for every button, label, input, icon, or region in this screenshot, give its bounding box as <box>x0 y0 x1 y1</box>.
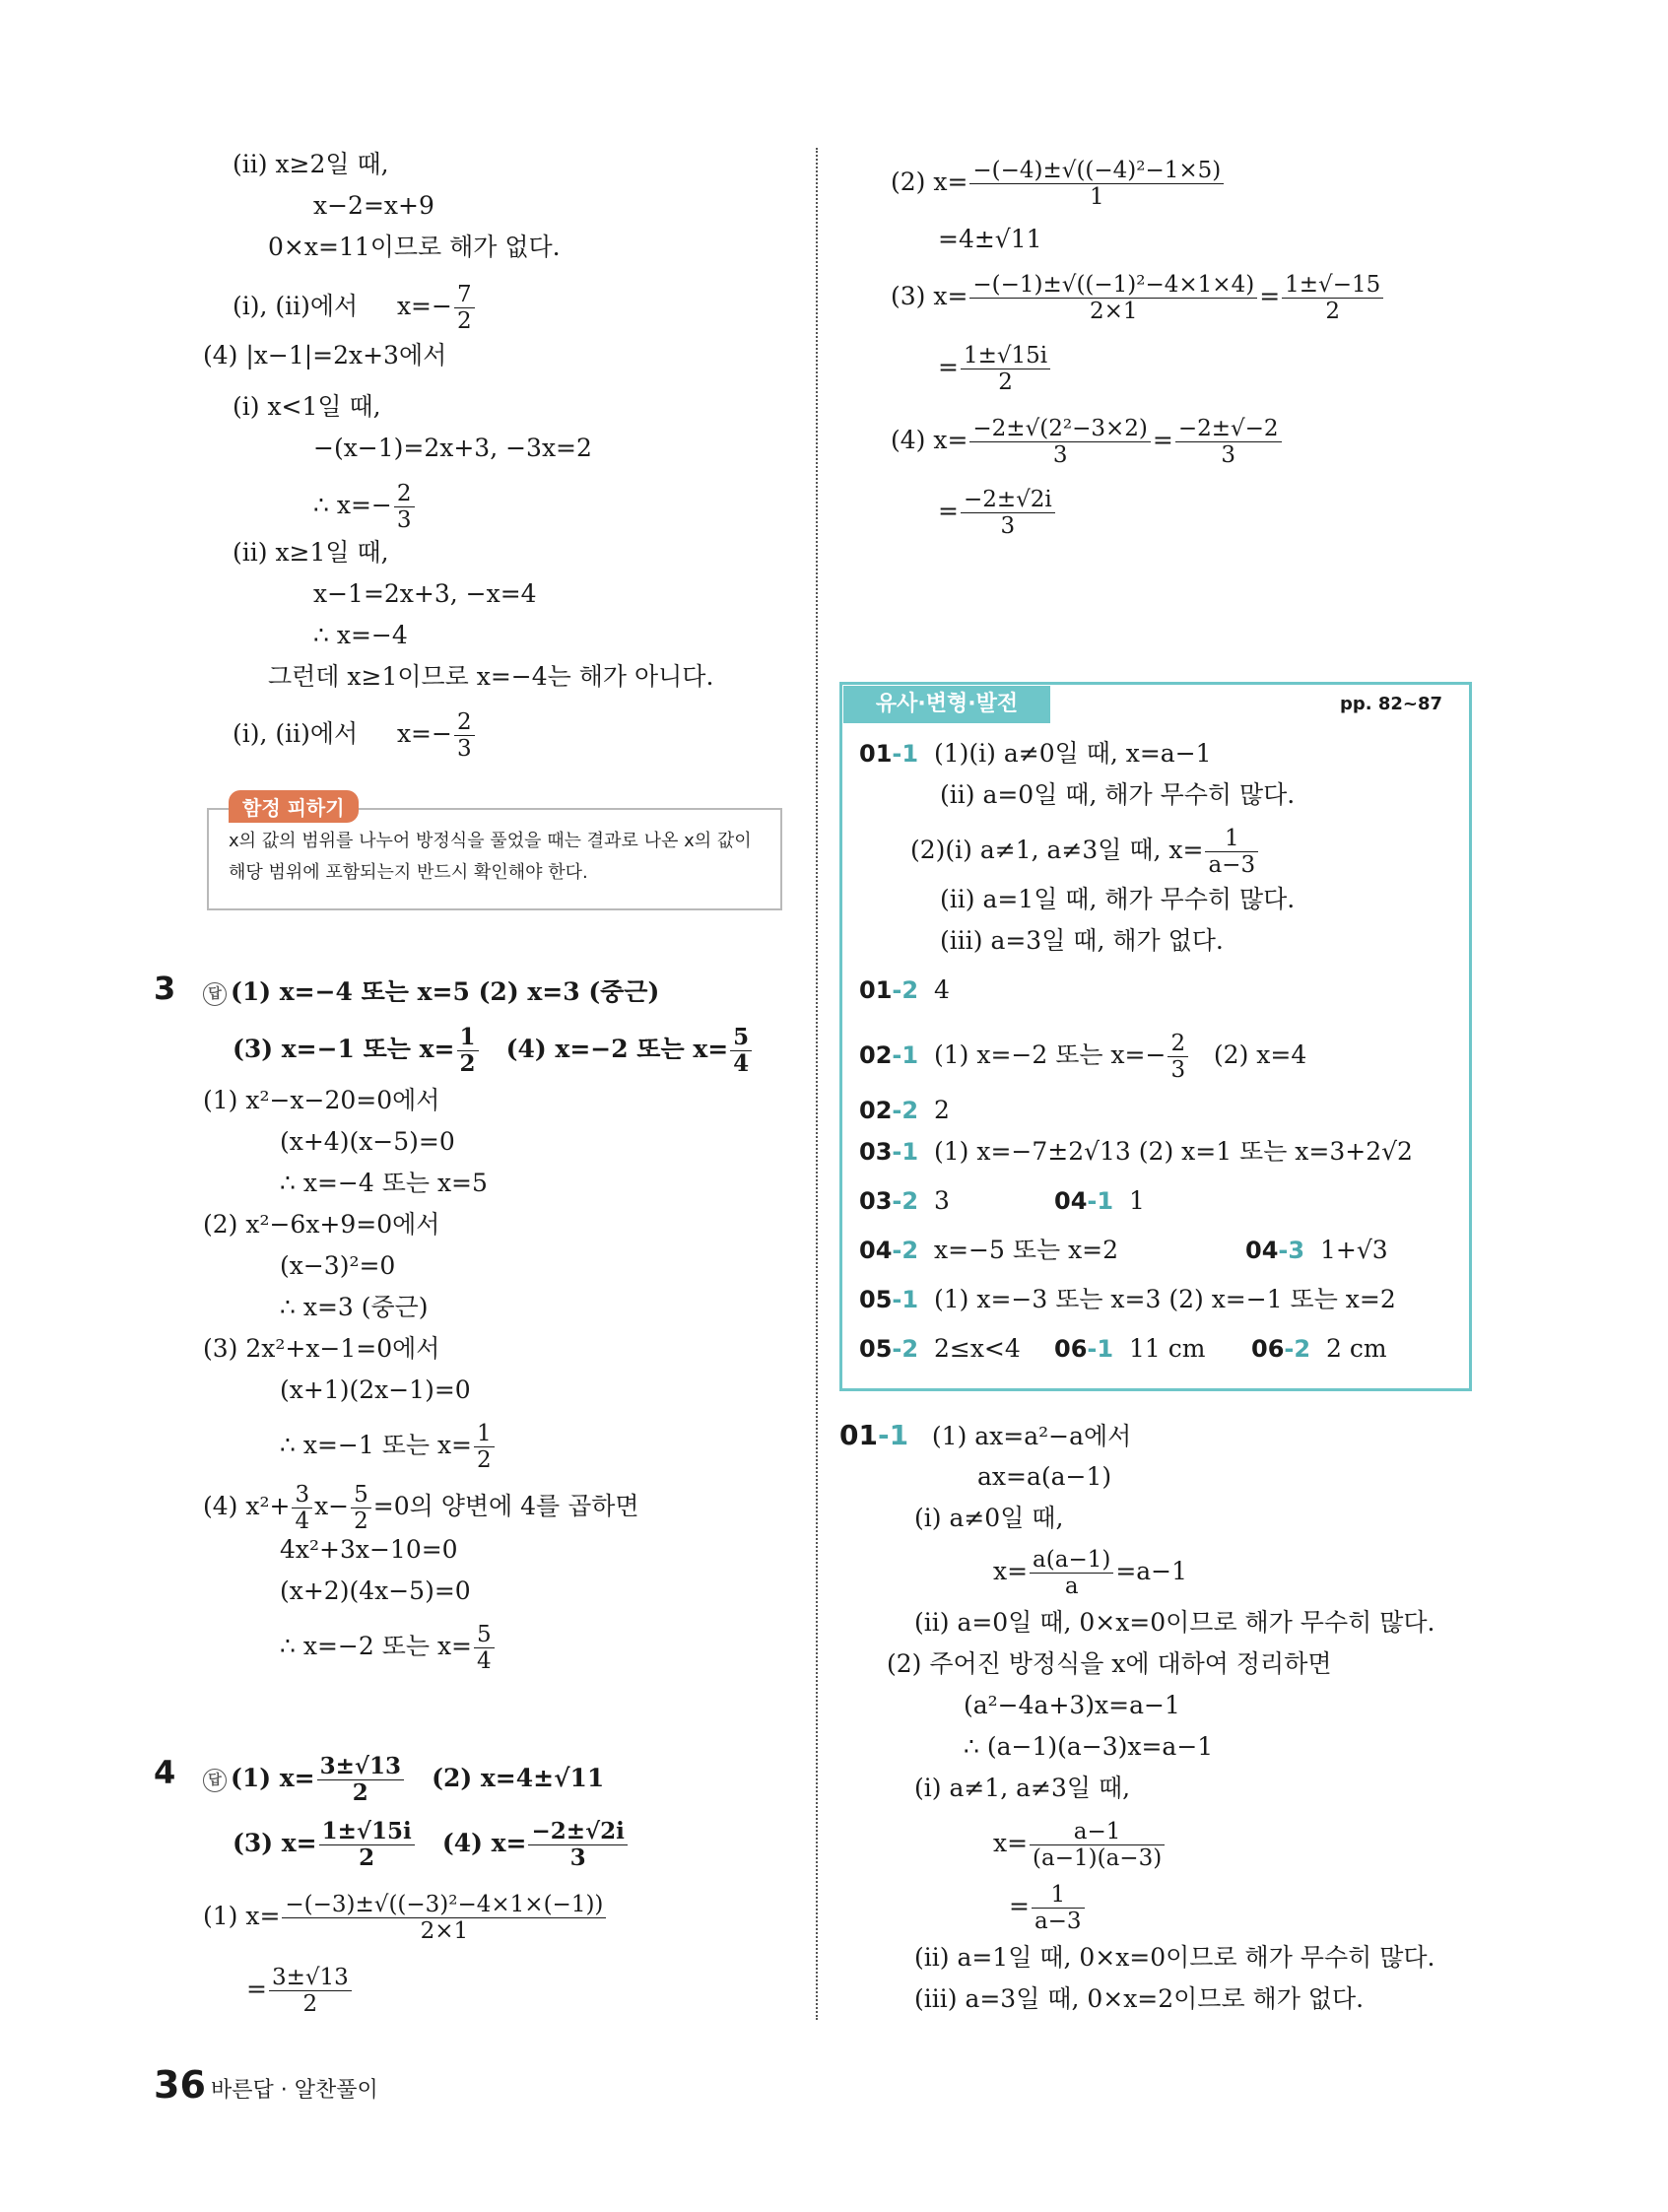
answer-row <box>859 973 950 1007</box>
answer-icon: 답 <box>203 982 227 1006</box>
line: ax=a(a−1) <box>977 1462 1112 1491</box>
text: x=−5 또는 x=2 <box>933 1236 1119 1264</box>
solution-head <box>839 1419 1131 1453</box>
line: (ⅲ) a=3일 때, 0×x=2이므로 해가 없다. <box>914 1984 1365 2013</box>
answer-row <box>859 1332 1021 1366</box>
fraction <box>317 1754 404 1806</box>
text: (1) x=−4 또는 x=5 (2) x=3 (중근) <box>231 977 660 1006</box>
line: (2) 주어진 방정식을 x에 대하여 정리하면 <box>887 1649 1332 1678</box>
numerator: 1 <box>1032 1882 1085 1909</box>
numerator: 3±√13 <box>317 1754 404 1780</box>
answer-row <box>1054 1184 1145 1218</box>
text: (3) x=−1 또는 x= <box>233 1035 455 1063</box>
line: (3) 2x²+x−1=0에서 <box>203 1334 440 1363</box>
line <box>1009 1882 1087 1934</box>
numerator: −(−3)±√((−3)²−4×1×(−1)) <box>282 1892 606 1918</box>
problem-code: 02-2 <box>859 1097 919 1124</box>
problem-code: 05-1 <box>859 1286 919 1313</box>
answer-row <box>859 1184 950 1218</box>
denominator: 2 <box>354 1508 368 1534</box>
problem-number: 4 <box>154 1754 176 1791</box>
denominator: 2 <box>359 1844 375 1871</box>
text: = <box>1152 426 1173 454</box>
denominator: 3 <box>1221 442 1235 468</box>
text: 2 cm <box>1325 1334 1387 1363</box>
denominator: 2 <box>1325 299 1341 324</box>
line <box>233 282 477 334</box>
text: ∴ x=−1 또는 x= <box>280 1431 472 1459</box>
denominator: 1 <box>1090 184 1104 210</box>
problem-code: 04-2 <box>859 1237 919 1264</box>
line <box>891 416 1284 468</box>
line: (ⅱ) a=0일 때, 0×x=0이므로 해가 무수히 많다. <box>914 1608 1435 1637</box>
numerator: 1±√15i <box>961 343 1050 369</box>
denominator: a−3 <box>1208 852 1256 878</box>
page-range: pp. 82~87 <box>1340 694 1443 714</box>
line: =4±√11 <box>938 225 1042 253</box>
denominator: 2 <box>477 1447 492 1473</box>
denominator: 2×1 <box>420 1918 469 1944</box>
line <box>280 1622 497 1674</box>
text: (4) x= <box>891 426 968 454</box>
denominator: 4 <box>477 1648 492 1674</box>
line: (ⅱ) x≥2일 때, <box>233 150 389 178</box>
fraction <box>292 1482 312 1534</box>
line: (2) x²−6x+9=0에서 <box>203 1210 440 1239</box>
line <box>280 1421 497 1473</box>
denominator: (a−1)(a−3) <box>1033 1845 1163 1871</box>
text: = <box>1009 1892 1030 1920</box>
line <box>938 487 1057 539</box>
denominator: 3 <box>1000 513 1016 539</box>
text: 4 <box>933 975 950 1004</box>
numerator: 3 <box>292 1482 312 1508</box>
text: (3) x= <box>233 1829 317 1857</box>
denominator: 3 <box>569 1844 586 1871</box>
line: x−2=x+9 <box>313 191 434 220</box>
line: x−1=2x+3, −x=4 <box>313 579 537 608</box>
line: ∴ x=3 (중근) <box>280 1293 429 1321</box>
fraction <box>1282 272 1383 324</box>
numerator: 2 <box>394 481 415 507</box>
text: (1) ax=a²−a에서 <box>931 1422 1132 1450</box>
fraction <box>474 1421 495 1473</box>
answer-row <box>859 1283 1396 1316</box>
denominator: 4 <box>295 1508 310 1534</box>
line: ∴ (a−1)(a−3)x=a−1 <box>964 1732 1214 1761</box>
text: =a−1 <box>1115 1557 1188 1585</box>
answer-row <box>859 1031 1306 1083</box>
line <box>910 826 1260 878</box>
text: =0의 양변에 4를 곱하면 <box>372 1492 639 1520</box>
text: (4) x= <box>441 1829 527 1857</box>
denominator: a−3 <box>1034 1909 1082 1934</box>
answer-row <box>1245 1234 1388 1267</box>
line: 그런데 x≥1이므로 x=−4는 해가 아니다. <box>268 662 714 691</box>
line: (x−3)²=0 <box>280 1251 396 1280</box>
fraction <box>1030 1819 1165 1871</box>
numerator: 1±√−15 <box>1282 272 1383 299</box>
text: (ⅰ), (ⅱ)에서 <box>233 292 359 320</box>
answer-line <box>203 975 659 1009</box>
text: = <box>938 353 959 381</box>
line: ∴ x=−4 또는 x=5 <box>280 1169 488 1197</box>
text: ∴ x=− <box>313 491 392 519</box>
line: (4) |x−1|=2x+3에서 <box>203 341 447 369</box>
numerator: 1 <box>1205 826 1258 852</box>
text: = <box>938 497 959 525</box>
text: = <box>1259 282 1281 310</box>
answer-row <box>859 1234 1118 1267</box>
problem-code: 01-1 <box>859 740 919 768</box>
fraction <box>961 343 1050 395</box>
numerator: −(−1)±√((−1)²−4×1×4) <box>969 272 1257 299</box>
text: (1) x=−2 또는 x=− <box>933 1040 1167 1069</box>
fraction <box>457 1025 479 1077</box>
text: x=− <box>396 719 452 748</box>
answer-row <box>1054 1332 1205 1366</box>
text: 2 <box>933 1096 950 1124</box>
line: (ⅲ) a=3일 때, 해가 없다. <box>940 926 1224 955</box>
fraction <box>282 1892 606 1944</box>
answer-line <box>233 1819 630 1871</box>
numerator: a(a−1) <box>1030 1547 1113 1574</box>
trap-note-tag: 함정 피하기 <box>229 790 359 823</box>
line <box>246 1965 354 2017</box>
text: 2≤x<4 <box>933 1334 1021 1363</box>
problem-code: 04-3 <box>1245 1237 1305 1264</box>
answer-summary-title: 유사·변형·발전 <box>843 686 1050 723</box>
denominator: 3 <box>1052 442 1068 468</box>
numerator: 5 <box>730 1025 752 1051</box>
answer-icon: 답 <box>203 1769 227 1792</box>
fraction <box>1175 416 1282 468</box>
denominator: 2×1 <box>1090 299 1138 324</box>
fraction <box>454 282 475 334</box>
fraction <box>269 1965 352 2017</box>
numerator: a−1 <box>1030 1819 1165 1845</box>
answer-row <box>859 1094 950 1127</box>
numerator: 5 <box>474 1622 495 1648</box>
line <box>993 1819 1167 1871</box>
problem-code: 02-1 <box>859 1041 919 1069</box>
numerator: 5 <box>351 1482 371 1508</box>
numerator: −(−4)±√((−4)²−1×5) <box>969 158 1224 184</box>
numerator: 1±√15i <box>319 1819 415 1845</box>
text: (1) x= <box>231 1764 315 1792</box>
problem-code: 01-2 <box>859 976 919 1004</box>
line: (ⅱ) a=1일 때, 해가 무수히 많다. <box>940 885 1296 913</box>
text: (1) x=−3 또는 x=3 (2) x=−1 또는 x=2 <box>933 1285 1396 1313</box>
fraction <box>394 481 415 533</box>
text: (1) x= <box>203 1902 281 1930</box>
text: (2) x=4 <box>1213 1040 1307 1069</box>
numerator: 1 <box>474 1421 495 1447</box>
line <box>891 158 1226 210</box>
text: (3) x= <box>891 282 968 310</box>
line: (ⅱ) x≥1일 때, <box>233 538 389 567</box>
line <box>203 1482 639 1534</box>
text: (2) x= <box>891 168 968 196</box>
line: −(x−1)=2x+3, −3x=2 <box>313 434 592 462</box>
fraction <box>474 1622 495 1674</box>
problem-code: 04-1 <box>1054 1187 1114 1215</box>
text: 1 <box>1128 1186 1145 1215</box>
problem-code: 06-2 <box>1251 1335 1311 1363</box>
denominator: 2 <box>456 308 472 334</box>
line: (ⅱ) a=0일 때, 해가 무수히 많다. <box>940 780 1296 809</box>
problem-code: 05-2 <box>859 1335 919 1363</box>
fraction <box>1205 826 1258 878</box>
fraction <box>454 709 475 762</box>
answer-line <box>203 1754 604 1806</box>
numerator: −2±√(2²−3×2) <box>969 416 1150 442</box>
line: (x+2)(4x−5)=0 <box>280 1576 471 1605</box>
line: (ⅰ) a≠0일 때, <box>914 1504 1064 1532</box>
text: x= <box>993 1829 1029 1857</box>
line <box>993 1547 1187 1599</box>
text: (2) x=4±√11 <box>432 1764 605 1792</box>
line: 4x²+3x−10=0 <box>280 1535 458 1564</box>
fraction <box>961 487 1055 539</box>
numerator: 7 <box>454 282 475 308</box>
text: x− <box>314 1492 350 1520</box>
denominator: 2 <box>302 1991 318 2017</box>
denominator: 3 <box>456 736 472 762</box>
fraction <box>1030 1547 1113 1599</box>
text: (2)(ⅰ) a≠1, a≠3일 때, x= <box>910 836 1204 864</box>
denominator: 3 <box>1170 1057 1186 1083</box>
text: 11 cm <box>1128 1334 1206 1363</box>
line: ∴ x=−4 <box>313 621 408 649</box>
fraction <box>969 416 1150 468</box>
problem-code: 06-1 <box>1054 1335 1114 1363</box>
fraction <box>969 272 1257 324</box>
denominator: 2 <box>459 1050 476 1077</box>
numerator: −2±√2i <box>961 487 1055 513</box>
line: (ⅰ) a≠1, a≠3일 때, <box>914 1774 1131 1802</box>
fraction <box>969 158 1224 210</box>
answer-row <box>859 737 1212 771</box>
denominator: a <box>1064 1574 1079 1599</box>
text: (4) x²+ <box>203 1492 291 1520</box>
line: (a²−4a+3)x=a−1 <box>964 1691 1180 1719</box>
answer-line <box>233 1025 754 1077</box>
text: x=− <box>396 292 452 320</box>
problem-code: 03-1 <box>859 1138 919 1166</box>
fraction <box>1168 1031 1188 1083</box>
fraction <box>730 1025 752 1077</box>
line: (x+4)(x−5)=0 <box>280 1127 455 1156</box>
text: x= <box>993 1557 1029 1585</box>
text: 3 <box>933 1186 950 1215</box>
fraction <box>351 1482 371 1534</box>
fraction <box>1032 1882 1085 1934</box>
text: (1) x=−7±2√13 (2) x=1 또는 x=3+2√2 <box>933 1137 1413 1166</box>
numerator: 3±√13 <box>269 1965 352 1991</box>
text: 1+√3 <box>1319 1236 1388 1264</box>
page-number: 36 <box>154 2063 206 2107</box>
text: (1)(ⅰ) a≠0일 때, x=a−1 <box>933 739 1212 768</box>
answer-row <box>1251 1332 1387 1366</box>
text: (4) x=−2 또는 x= <box>505 1035 729 1063</box>
line: 0×x=11이므로 해가 없다. <box>268 233 561 261</box>
line <box>233 709 477 762</box>
text: (ⅰ), (ⅱ)에서 <box>233 719 359 748</box>
trap-note-text: x의 값의 범위를 나누어 방정식을 풀었을 때는 결과로 나온 x의 값이 해당 범위에 포함되는지 반드시 확인해야 한다. <box>229 831 752 883</box>
line: (ⅰ) x<1일 때, <box>233 392 381 421</box>
text: ∴ x=−2 또는 x= <box>280 1632 472 1660</box>
problem-code: 01-1 <box>839 1419 909 1451</box>
footer-label: 바른답 · 알찬풀이 <box>211 2078 378 2103</box>
numerator: −2±√2i <box>528 1819 627 1845</box>
text: = <box>246 1975 267 2003</box>
line <box>938 343 1052 395</box>
fraction <box>528 1819 627 1871</box>
answer-row <box>859 1135 1413 1169</box>
line <box>313 481 417 533</box>
numerator: 2 <box>1168 1031 1188 1057</box>
denominator: 4 <box>733 1050 750 1077</box>
line: (x+1)(2x−1)=0 <box>280 1375 471 1404</box>
line <box>203 1892 608 1944</box>
denominator: 3 <box>396 507 412 533</box>
numerator: 2 <box>454 709 475 736</box>
problem-code: 03-2 <box>859 1187 919 1215</box>
line: (ⅱ) a=1일 때, 0×x=0이므로 해가 무수히 많다. <box>914 1943 1435 1972</box>
numerator: −2±√−2 <box>1175 416 1282 442</box>
denominator: 2 <box>998 369 1013 395</box>
numerator: 1 <box>457 1025 479 1051</box>
column-divider <box>816 148 818 2020</box>
fraction <box>319 1819 415 1871</box>
line <box>891 272 1385 324</box>
denominator: 2 <box>352 1779 368 1806</box>
problem-number: 3 <box>154 970 176 1007</box>
line: (1) x²−x−20=0에서 <box>203 1086 440 1114</box>
